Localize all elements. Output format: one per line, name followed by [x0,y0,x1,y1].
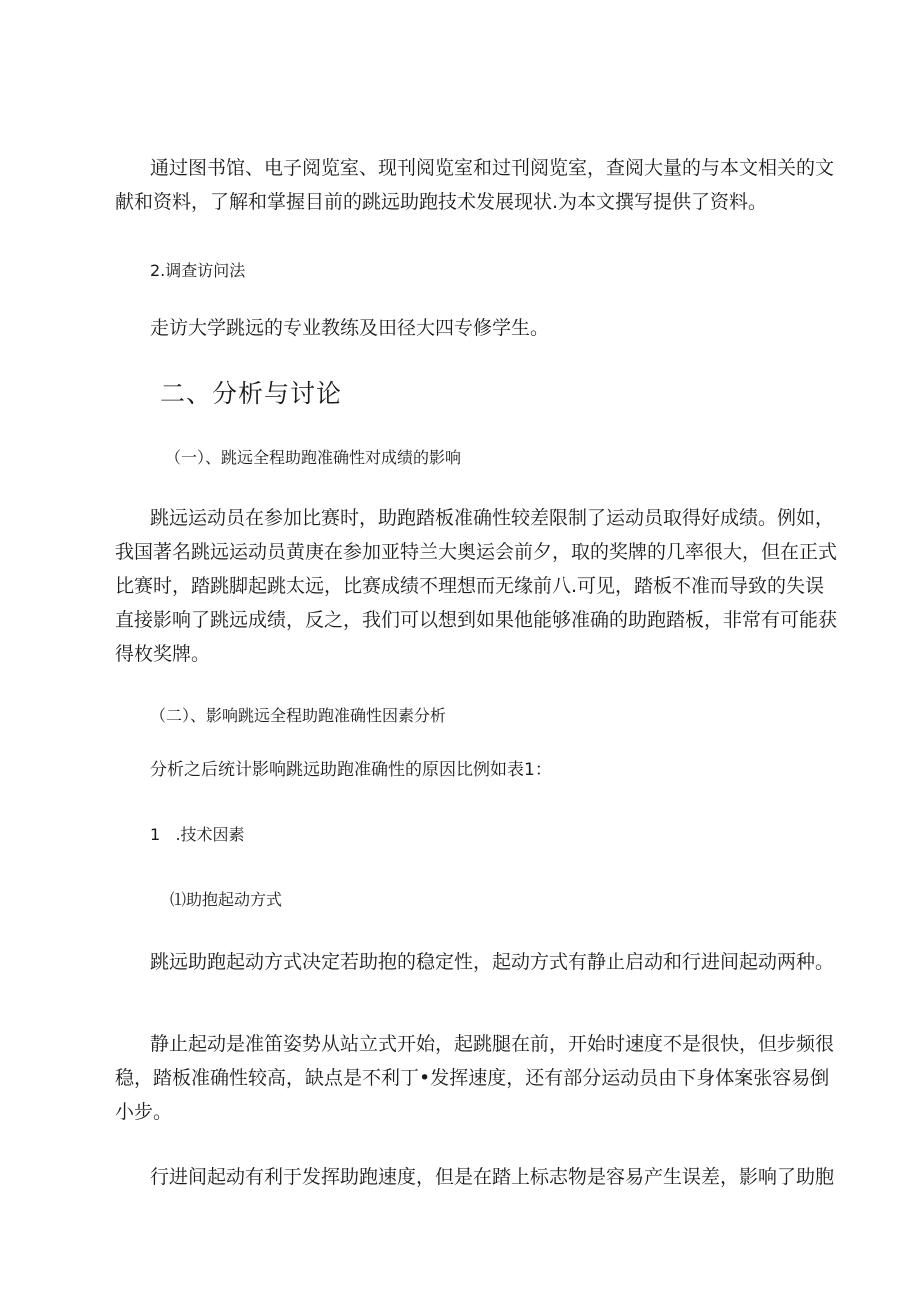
paragraph-literature-review [115,151,834,219]
method-heading-interview: 2.调查访问法 [150,261,246,280]
paragraph-line: 稳，踏板准确性较高，缺点是不利丁•发挥速度，还有部分运动员由下身体案张容易倒 [115,1067,830,1089]
paragraph-interview: 走访大学跳远的专业教练及田径大四专修学生。 [150,317,550,339]
paragraph-accuracy-effect [115,501,837,671]
paragraph-line: 小步。 [115,1101,173,1123]
paragraph-static-start [115,1027,834,1129]
factor-subheading-start-method: ⑴助抱起动方式 [170,890,283,909]
paragraph-line: 我国著名跳远运动员黄庚在参加亚特兰大奥运会前夕，取的奖牌的几率很大，但在正式 [115,541,838,563]
factor-heading-technical: 1 .技术因素 [150,825,245,844]
paragraph-line: 直接影响了跳远成绩，反之，我们可以想到如果他能够准确的助跑踏板，非常有可能获 [115,609,838,631]
paragraph-line: 比赛时，踏跳脚起跳太远，比赛成绩不理想而无缘前八.可见，踏板不准而导致的失误 [115,575,825,597]
paragraph-line: 跳远运动员在参加比赛时，助跑踏板准确性较差限制了运动员取得好成绩。例如， [150,507,835,529]
paragraph-moving-start: 行进间起动有利于发挥助跑速度，但是在踏上标志物是容易产生误差，影响了助胞 [150,1166,835,1188]
paragraph-line: 得枚奖牌。 [115,643,211,665]
subsection-heading-accuracy-effect: （一）、跳远全程助跑准确性对成绩的影响 [165,448,462,467]
paragraph-table-intro: 分析之后统计影响跳远助跑准确性的原因比例如表1： [150,760,552,780]
paragraph-start-method: 跳远助跑起动方式决定若助抱的稳定性，起动方式有静止启动和行进间起动两种。 [150,951,835,973]
paragraph-line: 静止起动是准笛姿势从站立式开始，起跳腿在前，开始时速度不是很快，但步频很 [150,1033,835,1055]
paragraph-line: 献和资料，了解和掌握目前的跳远助跑技术发展现状.为本文撰写提供了资料。 [115,191,768,213]
paragraph-line: 通过图书馆、电子阅览室、现刊阅览室和过刊阅览室，查阅大量的与本文相关的文 [150,157,835,179]
subsection-heading-factor-analysis: （二）、影响跳远全程助跑准确性因素分析 [150,706,447,725]
section-heading-analysis: 二、分析与讨论 [160,379,343,408]
